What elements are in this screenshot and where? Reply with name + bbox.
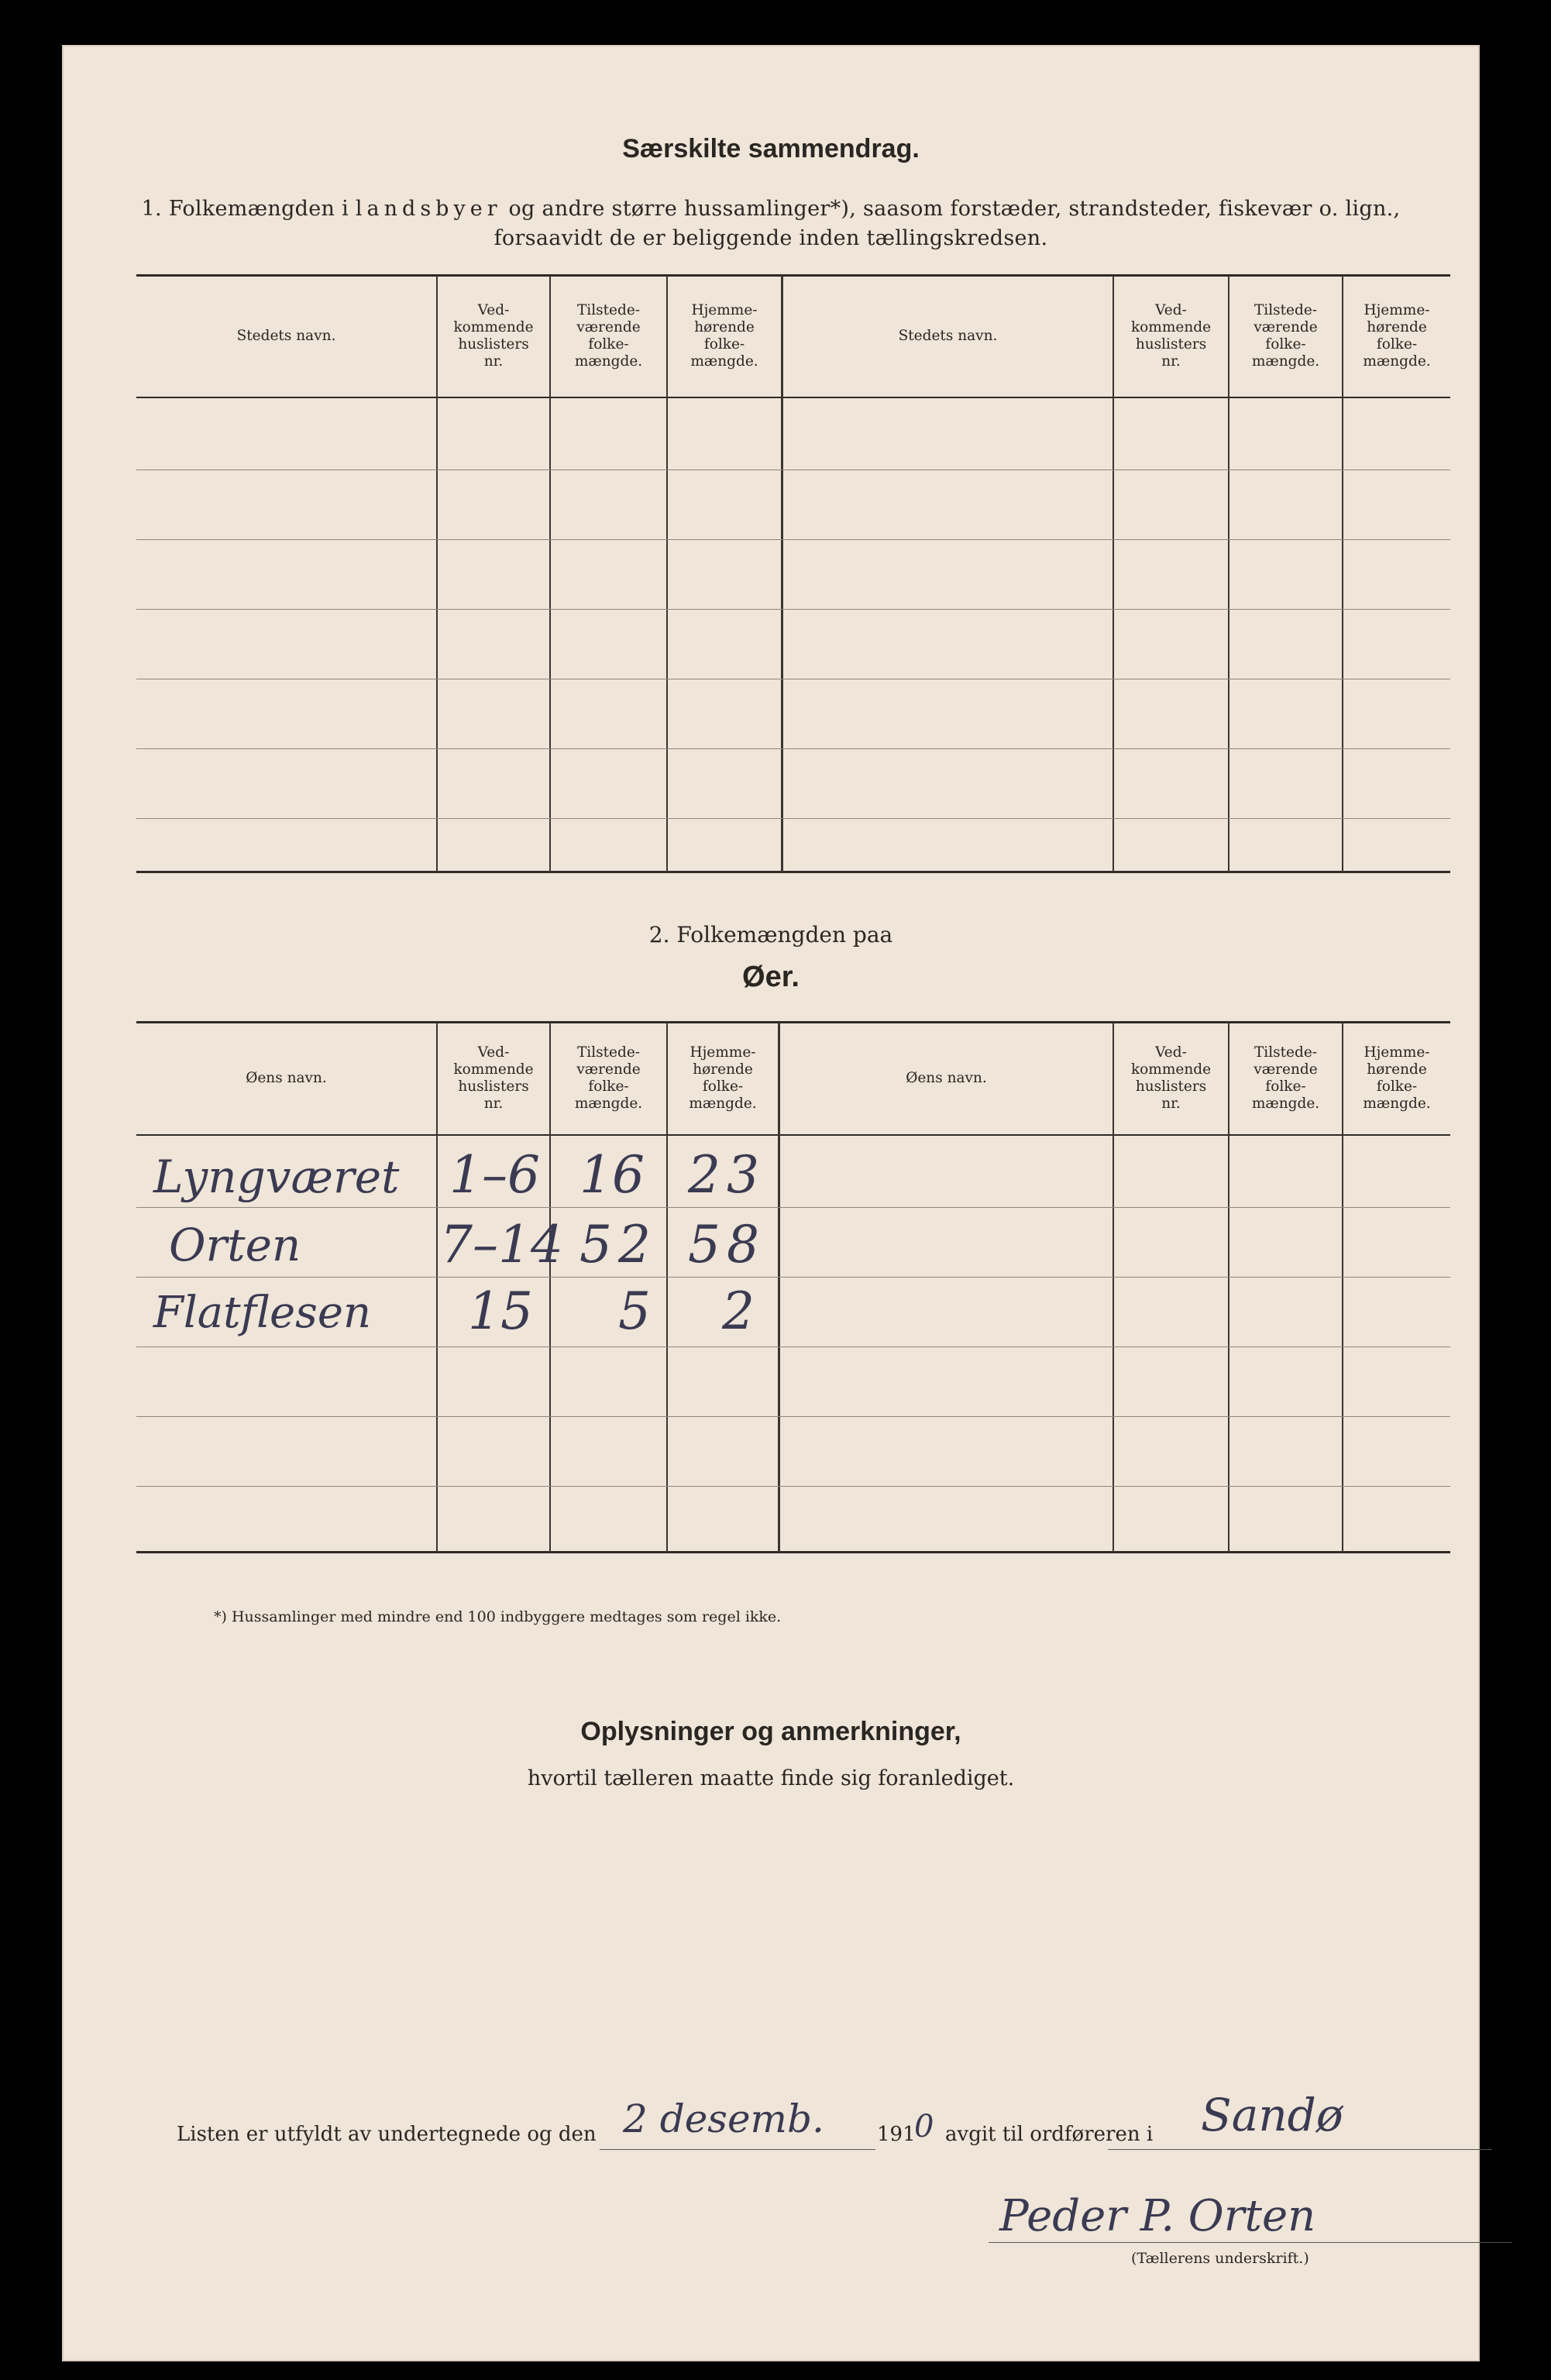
island-name: Lyngværet bbox=[153, 1150, 400, 1203]
t1-col-place-name-right: Stedets navn. bbox=[898, 328, 998, 344]
closing-year-written: 0 bbox=[914, 2109, 934, 2144]
t1-col-present-population-right: Tilstede- værende folke- mængde. bbox=[1251, 302, 1320, 370]
remarks-subtitle: hvortil tælleren maatte finde sig foranlediget. bbox=[527, 1766, 1015, 1790]
present-population: 52 bbox=[579, 1215, 657, 1274]
island-name: Orten bbox=[169, 1219, 301, 1271]
enumerator-signature: Peder P. Orten bbox=[999, 2191, 1316, 2241]
present-population: 16 bbox=[579, 1145, 645, 1205]
closing-middle: avgit til ordføreren i bbox=[945, 2123, 1154, 2146]
resident-population: 58 bbox=[688, 1215, 765, 1274]
t1-col-present-population: Tilstede- værende folke- mængde. bbox=[574, 302, 643, 370]
footnote: *) Hussamlinger med mindre end 100 indbyggere medtages som regel ikke. bbox=[214, 1608, 782, 1625]
closing-year-printed: 191 bbox=[877, 2123, 916, 2146]
intro-line-2: forsaavidt de er beliggende inden tællingskredsen. bbox=[494, 226, 1048, 250]
t2-col-list-numbers: Ved- kommende huslisters nr. bbox=[453, 1044, 534, 1112]
t2-col-present-population-right: Tilstede- værende folke- mængde. bbox=[1251, 1044, 1320, 1112]
t1-col-list-numbers: Ved- kommende huslisters nr. bbox=[453, 302, 534, 370]
intro-suffix: og andre større hussamlinger*), saasom forstæder, strandsteder, fiskevær o. lign., bbox=[501, 197, 1401, 221]
remarks-title: Oplysninger og anmerkninger, bbox=[580, 1717, 961, 1746]
resident-population: 2 bbox=[722, 1281, 755, 1341]
form-title: Særskilte sammendrag. bbox=[622, 134, 920, 163]
t2-col-present-population: Tilstede- værende folke- mængde. bbox=[574, 1044, 643, 1112]
t2-col-island-name-right: Øens navn. bbox=[906, 1070, 987, 1086]
t2-col-island-name: Øens navn. bbox=[246, 1070, 327, 1086]
t1-col-resident-population-right: Hjemme- hørende folke- mængde. bbox=[1363, 302, 1431, 370]
resident-population: 23 bbox=[688, 1145, 765, 1205]
island-name: Flatflesen bbox=[153, 1288, 372, 1338]
closing-prefix: Listen er utfyldt av undertegnede og den bbox=[177, 2123, 597, 2146]
intro-line-1 bbox=[62, 197, 1480, 221]
t2-col-list-numbers-right: Ved- kommende huslisters nr. bbox=[1130, 1044, 1212, 1112]
intro-spaced-word: landsbyer bbox=[355, 197, 502, 221]
census-form-page bbox=[62, 45, 1480, 2361]
signature-caption: (Tællerens underskrift.) bbox=[1131, 2250, 1309, 2267]
list-numbers: 7–14 bbox=[440, 1215, 563, 1274]
list-numbers: 15 bbox=[468, 1281, 533, 1341]
present-population: 5 bbox=[618, 1281, 651, 1341]
t2-col-resident-population: Hjemme- hørende folke- mængde. bbox=[689, 1044, 757, 1112]
closing-place: Sandø bbox=[1201, 2089, 1343, 2141]
closing-date: 2 desemb. bbox=[623, 2096, 824, 2141]
intro-prefix: 1. Folkemængden i bbox=[141, 197, 356, 221]
t1-col-place-name: Stedets navn. bbox=[236, 328, 336, 344]
t2-col-resident-population-right: Hjemme- hørende folke- mængde. bbox=[1363, 1044, 1431, 1112]
t1-col-resident-population: Hjemme- hørende folke- mængde. bbox=[690, 302, 758, 370]
t1-col-list-numbers-right: Ved- kommende huslisters nr. bbox=[1130, 302, 1212, 370]
section-2-heading: 2. Folkemængden paa bbox=[648, 922, 893, 948]
section-2-subheading: Øer. bbox=[742, 961, 800, 993]
list-numbers: 1–6 bbox=[449, 1145, 540, 1205]
